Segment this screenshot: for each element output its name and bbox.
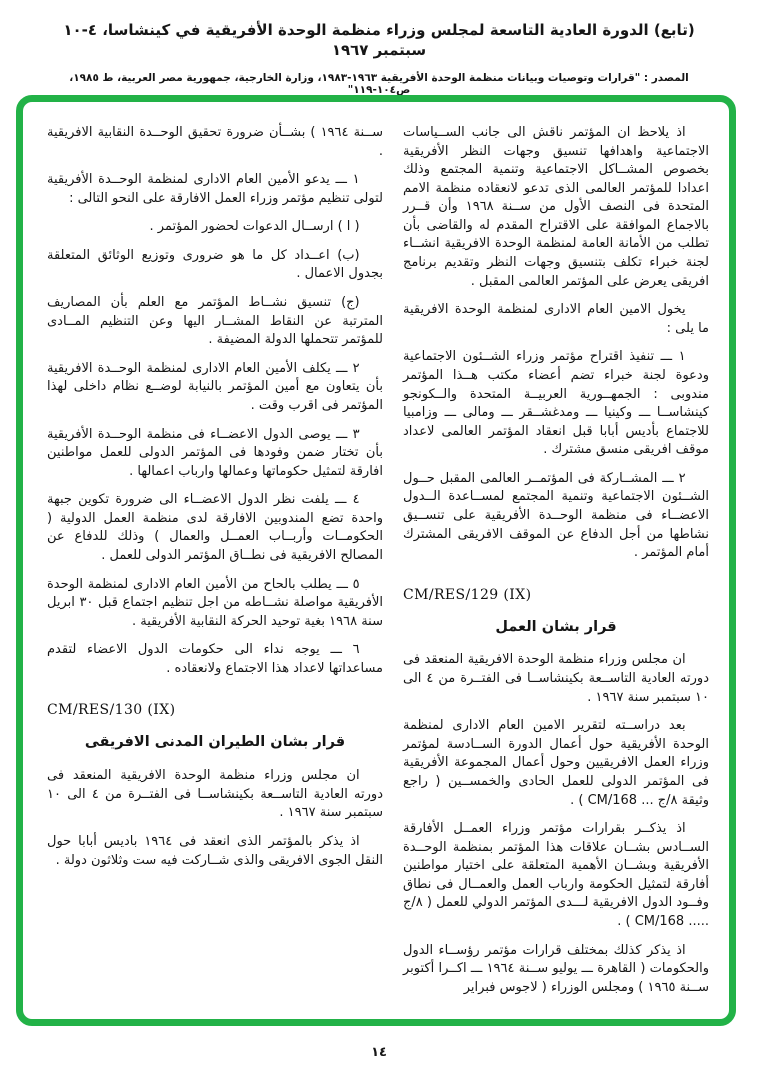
content-frame (16, 95, 736, 1026)
para-council-ninth-session: ان مجلس وزراء منظمة الوحدة الافريقية المنعقد فى دورته العادية التاســعة بكينشاســا فى الفتــرة من ٤ الى ١٠ سبتمبر سنة ١٩٦٧ . (403, 652, 709, 705)
item-2-charges-secretary: ٢ ـــ يكلف الأمين العام الادارى لمنظمة الوحــدة الافريقية بأن يتعاون مع أمين المؤتمر بالنيابة لوضــع نظام داخلى لهذا المؤتمر فى اقرب وقت . (47, 360, 383, 413)
column-left (47, 124, 383, 1019)
item-6-appeal-governments: ٦ ـــ يوجه نداء الى حكومات الدول الاعضاء لتقدم مساعداتها لاعداد هذا الاجتماع ولانعقاده . (47, 642, 383, 676)
item-2-participation: ٢ ـــ المشــاركة فى المؤتمــر العالمى المقبل حــول الشــئون الاجتماعية وتنمية المجتمع لمســاعدة الــدول الاعضــاء فى منظمة الوحــدة الأفريقية على تنســيق نشاطها من أجل الدفاع عن الموقف الافريقى المشترك أمام المؤتمر . (403, 470, 709, 561)
item-5-urgent-request: ٥ ـــ يطلب بالحاح من الأمين العام الادارى لمنظمة الوحدة الأفريقية مواصلة نشــاطه من اجل تنظيم اجتماع قبل ٣٠ ابريل سنة ١٩٦٨ بغية توحيد الحركة النقابية الأفريقية . (47, 576, 383, 629)
column-right (403, 124, 709, 1019)
para-authorizes-secretary: يخول الامين العام الادارى لمنظمة الوحدة الافريقية ما يلى : (403, 302, 709, 336)
heading-labour-resolution: قرار بشان العمل (495, 618, 617, 635)
item-1-invites-secretary: ١ ـــ يدعو الأمين العام الادارى لمنظمة الوحــدة الأفريقية لتولى تنظيم مؤتمر وزراء العمل الافارقة على النحو التالى : (47, 172, 383, 206)
item-c-coordinate-activity: (ج) تنسيق نشــاط المؤتمر مع العلم بأن المصاريف المترتبة عن النقاط المشــار اليها وعن التنظيم المــادى للمؤتمر تتحملها الدولة المضيفة . (47, 295, 383, 348)
page-header (0, 20, 758, 96)
two-column-layout (23, 102, 729, 1019)
item-4-draws-attention: ٤ ـــ يلفت نظر الدول الاعضــاء الى ضرورة تكوين جبهة واحدة تضع المندوبين الافارقة لدى منظمة العمل الدولية ( الحكومــات وأربــاب العمــل والعمال ) وذلك للدفاع عن المصالح الافريقية فى نطــاق المؤتمر الدولى للعمل . (47, 492, 383, 563)
item-b-prepare-documents: (ب) اعــداد كل ما هو ضرورى وتوزيع الوثائق المتعلقة بجدول الاعمال . (47, 247, 383, 282)
para-1964-trade-union-unity: ســنة ١٩٦٤ ) بشــأن ضرورة تحقيق الوحــدة النقابية الافريقية . (47, 125, 383, 159)
para-council-ninth-session-2: ان مجلس وزراء منظمة الوحدة الافريقية المنعقد فى دورته العادية التاســعة بكينشاســا فى الفتــرة من ٤ الى ١٠ سبتمبر سنة ١٩٦٧ . (47, 768, 383, 821)
page-number: ١٤ (371, 1045, 387, 1060)
document-title: (تابع) الدورة العادية التاسعة لمجلس وزراء منظمة الوحدة الأفريقية في كينشاسا، ٤-١٠ سبتمبر ١٩٦٧ (63, 21, 695, 60)
item-1-implement-proposal: ١ ـــ تنفيذ اقتراح مؤتمر وزراء الشــئون الاجتماعية ودعوة لجنة خبراء تضم أعضاء مكتب هــذا المؤتمر مندوبى : الجمهــورية العربيــة المتحدة والــكونجو كينشاســا ـــ وكينيا ـــ ومدغشــقر ـــ ومالى ـــ وزامبيا للاجتماع بأديس أبابا قبل انعقاد المؤتمر العالمى لاعداد موقف افريقى منسق مشترك . (403, 349, 709, 458)
para-after-study-report: بعد دراســته لتقرير الامين العام الادارى لمنظمة الوحدة الأفريقية حول أعمال الدورة الســادسة لمؤتمر وزراء العمل الافريقيين وحول أعمال المجموعة الأفريقية فى المؤتمر الدولى للعمل الحادى والخمســين ( راجع وثيقة ٨/ج ... CM/168 ) . (403, 718, 709, 808)
para-recalling-1964-aviation-conference: اذ يذكر بالمؤتمر الذى انعقد فى ١٩٦٤ باديس أبابا حول النقل الجوى الافريقى والذى شــاركت فيه ست وثلاثون دولة . (47, 833, 383, 868)
resolution-ref-cm-res-129: CM/RES/129 (IX) (403, 586, 532, 603)
resolution-ref-cm-res-130: CM/RES/130 (IX) (47, 702, 176, 719)
para-conference-noted: اذ يلاحظ ان المؤتمر ناقش الى جانب الســياسات الاجتماعية واهدافها تنسيق وجهات النظر الأفريقية بخصوص المشــاكل الاجتماعية وتنمية المجتمع وذلك اعدادا للمؤتمر العالمى الذى تدعو لانعقاده منظمة الامم المتحدة فى النصف الأول من ســنة ١٩٦٨ وأن قــرر بالاجماع الموافقة على الاقتراح المقدم له والقاضى بأن تطلب من الأمانة العامة لمنظمة الوحدة الافريقية انشــاء لجنة خبراء تكلف بتنسيق وجهات النظر وتقديم برنامج افريقى يعرض على المؤتمر العالمى المقبل . (403, 125, 710, 289)
para-recalling-summits: اذ يذكر كذلك بمختلف قرارات مؤتمر رؤســاء الدول والحكومات ( القاهرة ـــ يوليو ســنة ١٩٦٤ ـــ اكــرا أكتوبر ســنة ١٩٦٥ ) ومجلس الوزراء ( لاجوس فبراير (403, 942, 709, 995)
heading-civil-aviation-resolution: قرار بشان الطيران المدنى الافريقى (84, 734, 346, 751)
para-recalling-labour-conference: اذ يذكــر بقرارات مؤتمر وزراء العمــل الأفارقة الســادس بشــان علاقات هذا المؤتمر بمنظمة الوحــدة الأفريقية وبشــان الأهمية المتعلقة على اختيار مواطنين أفارقة لتمثيل الحكومة وارباب العمل والعمــال فى نطاق وفــود الدول الافريقية لـــدى المؤتمر الدولي للعمل ( ٨/ج ..... CM/168 ) . (403, 821, 709, 929)
item-3-recommends-states: ٣ ـــ يوصى الدول الاعضــاء فى منظمة الوحــدة الأفريقية بأن تختار ضمن وفودها فى المؤتمر الدولى للعمل مواطنين افارقة لتمثيل حكوماتها وعمالها وارباب اعمالها . (47, 426, 383, 479)
document-source-line: المصدر : "قرارات وتوصيات وبيانات منظمة الوحدة الأفريقية ١٩٦٣-١٩٨٣، وزارة الخارجية، جمهورية مصر العربية، ط ١٩٨٥، ص١٠٤-١١٩" (69, 71, 689, 96)
item-a-send-invitations: ( ا ) ارســال الدعوات لحضور المؤتمر . (149, 219, 360, 235)
